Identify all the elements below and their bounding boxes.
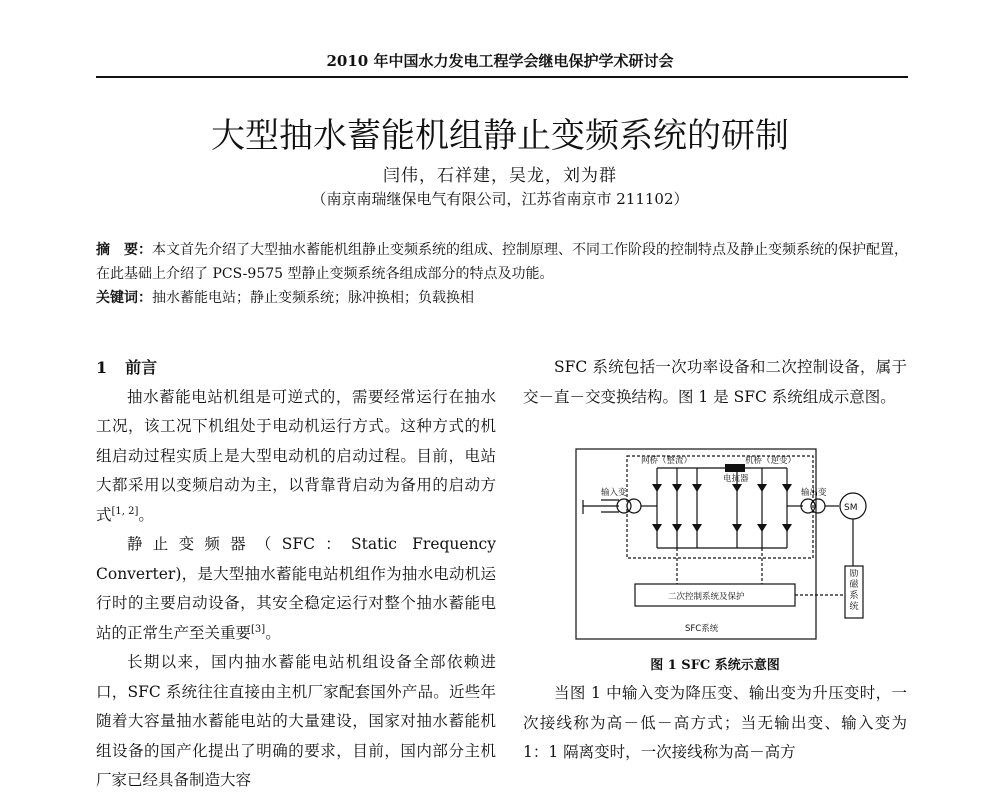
grid-lines xyxy=(601,500,619,512)
paper-authors: 闫伟，石祥建，吴龙，刘为群 xyxy=(383,166,617,186)
figure-1 xyxy=(575,448,887,640)
power-stage-border xyxy=(627,456,813,558)
keywords-text: 抽水蓄能电站；静止变频系统；脉冲换相；负载换相 xyxy=(152,290,474,306)
control-signals xyxy=(677,548,762,584)
conference-header: 2010 年中国水力发电工程学会继电保护学术研讨会 xyxy=(326,52,674,70)
left-column xyxy=(96,353,496,796)
paragraph-text: 抽水蓄能电站机组是可逆式的，需要经常运行在抽水工况，该工况下机组处于电动机运行方式。这种方式的机组启动过程实质上是大型电动机的启动过程。目前，电站大都采用以变频启动为主，以背靠背启动为备用的启动方式 xyxy=(96,387,496,524)
paragraph-end: 。 xyxy=(265,623,281,642)
paragraph-end: 。 xyxy=(138,505,154,524)
paragraph: 当图 1 中输入变为降压变、输出变为升压变时，一次接线称为高－低－高方式；当无输出变、输入变为 1：1 隔离变时，一次接线称为高－高方 xyxy=(523,684,907,761)
citation: [1, 2] xyxy=(111,505,139,517)
section-title: 前言 xyxy=(125,358,158,377)
header-rule xyxy=(96,76,908,78)
section-heading xyxy=(96,353,496,383)
machine-bridge-upper-thyristors xyxy=(732,484,792,492)
keywords xyxy=(96,286,908,310)
abstract-block xyxy=(96,238,908,310)
excitation-label: 励磁系统 xyxy=(849,569,859,612)
figure-caption: 图 1 SFC 系统示意图 xyxy=(650,658,780,673)
right-column xyxy=(523,353,907,412)
grid-bridge-upper-thyristors xyxy=(652,484,702,492)
keywords-label: 关键词： xyxy=(96,290,152,306)
sfc-system-border xyxy=(576,449,816,639)
grid-bridge-legs xyxy=(657,468,697,548)
system-label: SFC系统 xyxy=(685,624,719,634)
grid-bridge-lower-thyristors xyxy=(652,524,702,532)
abstract-text: 本文首先介绍了大型抽水蓄能机组静止变频系统的组成、控制原理、不同工作阶段的控制特点及静止变频系统的保护配置，在此基础上介绍了 PCS-9575 型静止变频系统各组成部分的特点及功能。 xyxy=(96,242,908,282)
paragraph xyxy=(96,383,496,531)
right-column-continued xyxy=(523,679,907,768)
reactor-label: 电抗器 xyxy=(723,474,749,484)
paper-affiliation: （南京南瑞继保电气有限公司，江苏省南京市 211102） xyxy=(311,190,689,208)
grid-bridge-label: 网桥（整流） xyxy=(641,456,693,466)
paragraph xyxy=(96,530,496,648)
machine-bridge-label: 机桥（逆变） xyxy=(745,456,797,466)
motor-label: SM xyxy=(844,503,858,513)
paragraph-text: 静止变频器（SFC：Static Frequency Converter)，是大型抽水蓄能电站机组作为抽水电动机运行时的主要启动设备，其安全稳定运行对整个抽水蓄能电站的正常生产至关重要 xyxy=(96,535,496,642)
control-label: 二次控制系统及保护 xyxy=(668,592,745,602)
abstract xyxy=(96,238,908,286)
paper-title: 大型抽水蓄能机组静止变频系统的研制 xyxy=(211,116,789,156)
output-transformer-label: 输出变 xyxy=(801,488,827,498)
section-number: 1 xyxy=(96,358,108,377)
reactor xyxy=(725,464,745,472)
paragraph: 长期以来，国内抽水蓄能电站机组设备全部依赖进口，SFC 系统往往直接由主机厂家配套国外产品。近些年随着大容量抽水蓄能电站的大量建设，国家对抽水蓄能机组设备的国产化提出了明确的要求，目前，国内部分主机厂家已经具备制造大容 xyxy=(96,653,496,789)
input-transformer-label: 输入变 xyxy=(601,488,627,498)
machine-bridge-lower-thyristors xyxy=(732,524,792,532)
grid-connection xyxy=(583,500,601,514)
abstract-label: 摘 要： xyxy=(96,242,152,258)
sfc-diagram xyxy=(575,448,887,640)
citation: [3] xyxy=(251,623,266,635)
paragraph: SFC 系统包括一次功率设备和二次控制设备，属于交－直－交变换结构。图 1 是 SFC 系统组成示意图。 xyxy=(523,358,907,406)
input-transformer-winding-2 xyxy=(627,499,641,513)
